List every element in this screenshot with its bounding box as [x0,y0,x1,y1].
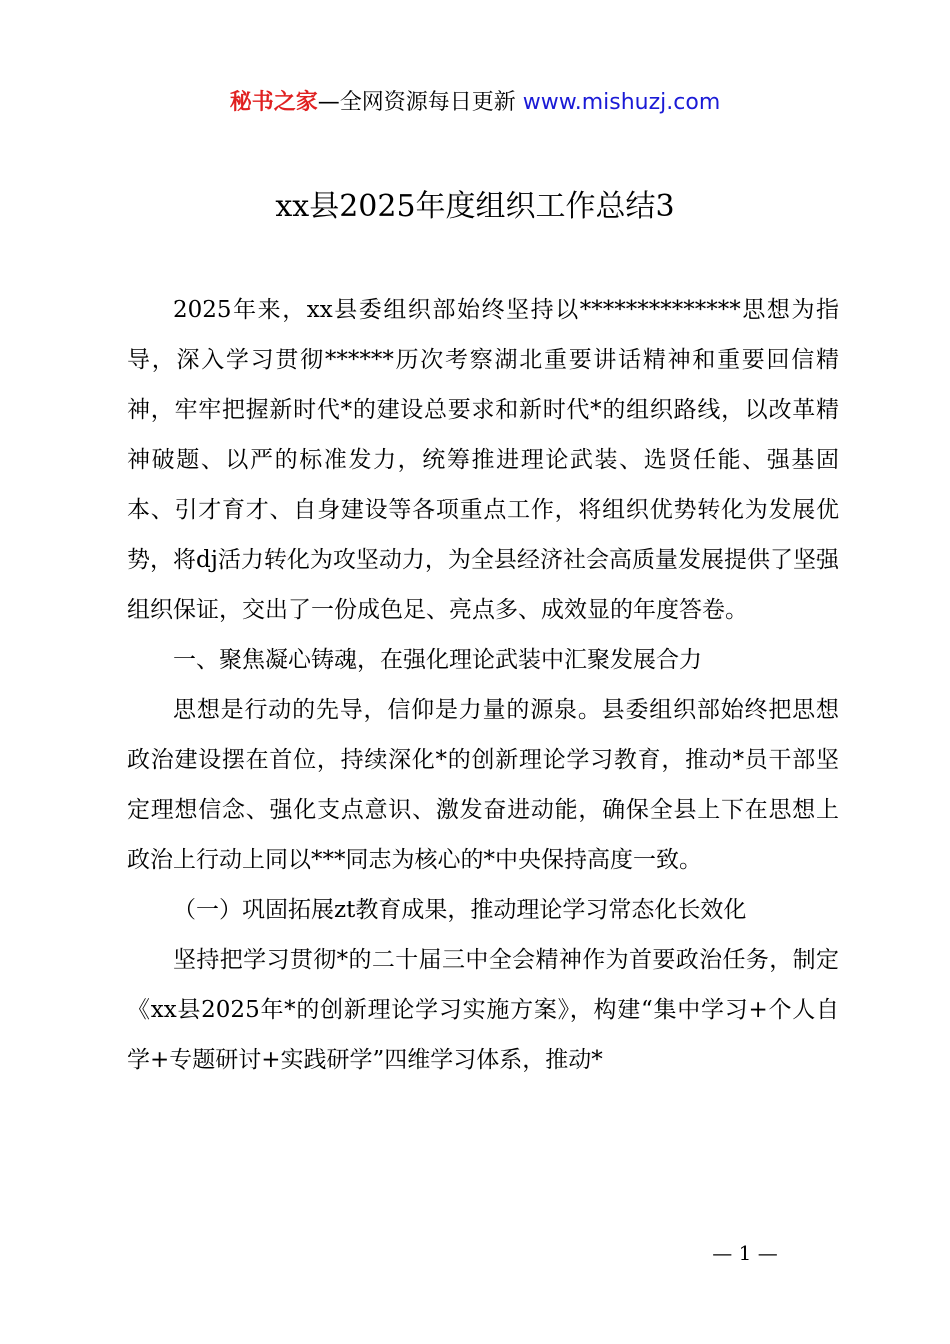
body-paragraph: 坚持把学习贯彻*的二十届三中全会精神作为首要政治任务，制定《xx县2025年*的创新理论学习实施方案》，构建“集中学习+个人自学+专题研讨+实践研学”四维学习体系，推动* [127,947,839,1073]
brand-name: 秘书之家 [229,90,318,115]
site-header [0,86,950,120]
site-url-link[interactable]: www.mishuzj.com [522,90,721,115]
body-paragraph: 思想是行动的先导，信仰是力量的源泉。县委组织部始终把思想政治建设摆在首位，持续深化*的创新理论学习教育，推动*员干部坚定理想信念、强化支点意识、激发奋进动能，确保全县上下在思想上政治上行动上同以***同志为核心的*中央保持高度一致。 [127,697,839,873]
document-body [127,285,839,1085]
header-tagline: —全网资源每日更新 [317,90,516,115]
page-number: — 1 — [712,1241,778,1265]
intro-paragraph: 2025年来，xx县委组织部始终坚持以**************思想为指导，深入学习贯彻******历次考察湖北重要讲话精神和重要回信精神，牢牢把握新时代*的建设总要求和新时代*的组织路线，以改革精神破题、以严的标准发力，统筹推进理论武装、选贤任能、强基固本、引才育才、自身建设等各项重点工作，将组织优势转化为发展优势，将dj活力转化为攻坚动力，为全县经济社会高质量发展提供了坚强组织保证，交出了一份成色足、亮点多、成效显的年度答卷。 [127,297,839,623]
section-heading: 一、聚焦凝心铸魂，在强化理论武装中汇聚发展合力 [173,647,702,673]
document-title: xx县2025年度组织工作总结3 [275,189,675,224]
subsection-heading: （一）巩固拓展zt教育成果，推动理论学习常态化长效化 [173,897,747,923]
